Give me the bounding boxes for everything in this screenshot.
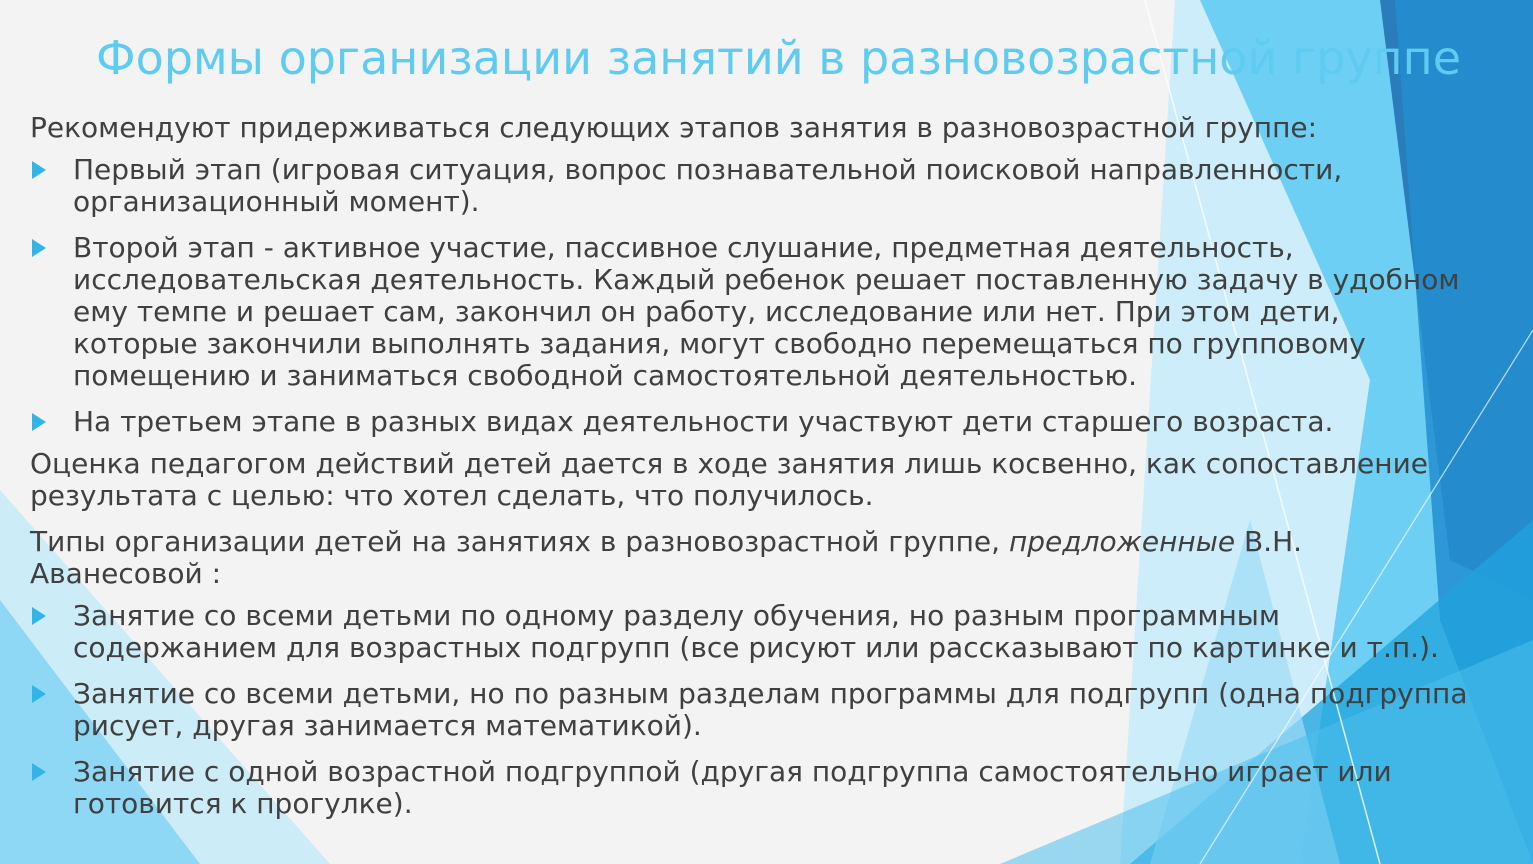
stage-bullet-2 [30,232,1470,392]
bullet-triangle-icon [32,607,46,625]
type-bullet-1 [30,600,1470,664]
stage-2-line-2: исследовательская деятельность. Каждый ребенок решает поставленную задачу в удобном [73,263,1460,296]
type-3-line-1: Занятие с одной возрастной подгруппой (другая подгруппа самостоятельно играет или [73,755,1392,788]
stage-1-line-2: организационный момент). [73,185,480,218]
stage-2-line-3: ему темпе и решает сам, закончил он работу, исследование или нет. При этом дети, [73,295,1340,328]
bullet-triangle-icon [32,161,46,179]
types-intro-line-2: Аванесовой : [30,557,222,590]
stage-3-line-1: На третьем этапе в разных видах деятельности участвуют дети старшего возраста. [73,405,1334,438]
bullet-triangle-icon [32,413,46,431]
slide-body [30,112,1470,820]
type-bullet-2 [30,678,1470,742]
stage-2-line-1: Второй этап - активное участие, пассивное слушание, предметная деятельность, [73,231,1294,264]
stage-2-line-5: помещению и заниматься свободной самостоятельной деятельностью. [73,359,1137,392]
type-2-line-2: рисует, другая занимается математикой). [73,709,702,742]
type-2-line-1: Занятие со всеми детьми, но по разным разделам программы для подгрупп (одна подгруппа [73,677,1468,710]
intro-text: Рекомендуют придерживаться следующих этапов занятия в разновозрастной группе: [30,111,1318,144]
stage-bullet-3 [30,406,1470,438]
stage-bullet-1 [30,154,1470,218]
type-1-line-2: содержанием для возрастных подгрупп (все рисуют или рассказывают по картинке и т.п.). [73,631,1439,664]
types-intro-italic: предложенные [1000,525,1236,558]
assessment-line-1: Оценка педагогом действий детей дается в ходе занятия лишь косвенно, как сопоставление [30,447,1428,480]
type-1-line-1: Занятие со всеми детьми по одному разделу обучения, но разным программным [73,599,1281,632]
types-intro-author: В.Н. [1235,525,1303,558]
bullet-triangle-icon [32,763,46,781]
type-3-line-2: готовится к прогулке). [73,787,413,820]
types-intro-main: Типы организации детей на занятиях в разновозрастной группе [30,525,992,558]
type-bullet-3 [30,756,1470,820]
assessment-line-2: результата с целью: что хотел сделать, что получилось. [30,479,874,512]
types-intro [30,526,1470,590]
bullet-triangle-icon [32,685,46,703]
types-intro-line-1 [30,526,1470,558]
assessment-text [30,448,1470,512]
stage-1-line-1: Первый этап (игровая ситуация, вопрос познавательной поисковой направленности, [73,153,1343,186]
types-intro-comma: , [991,525,1001,558]
stage-2-line-4: которые закончили выполнять задания, могут свободно перемещаться по групповому [73,327,1366,360]
bullet-triangle-icon [32,239,46,257]
slide-title: Формы организации занятий в разновозрастной группе [96,31,1461,85]
